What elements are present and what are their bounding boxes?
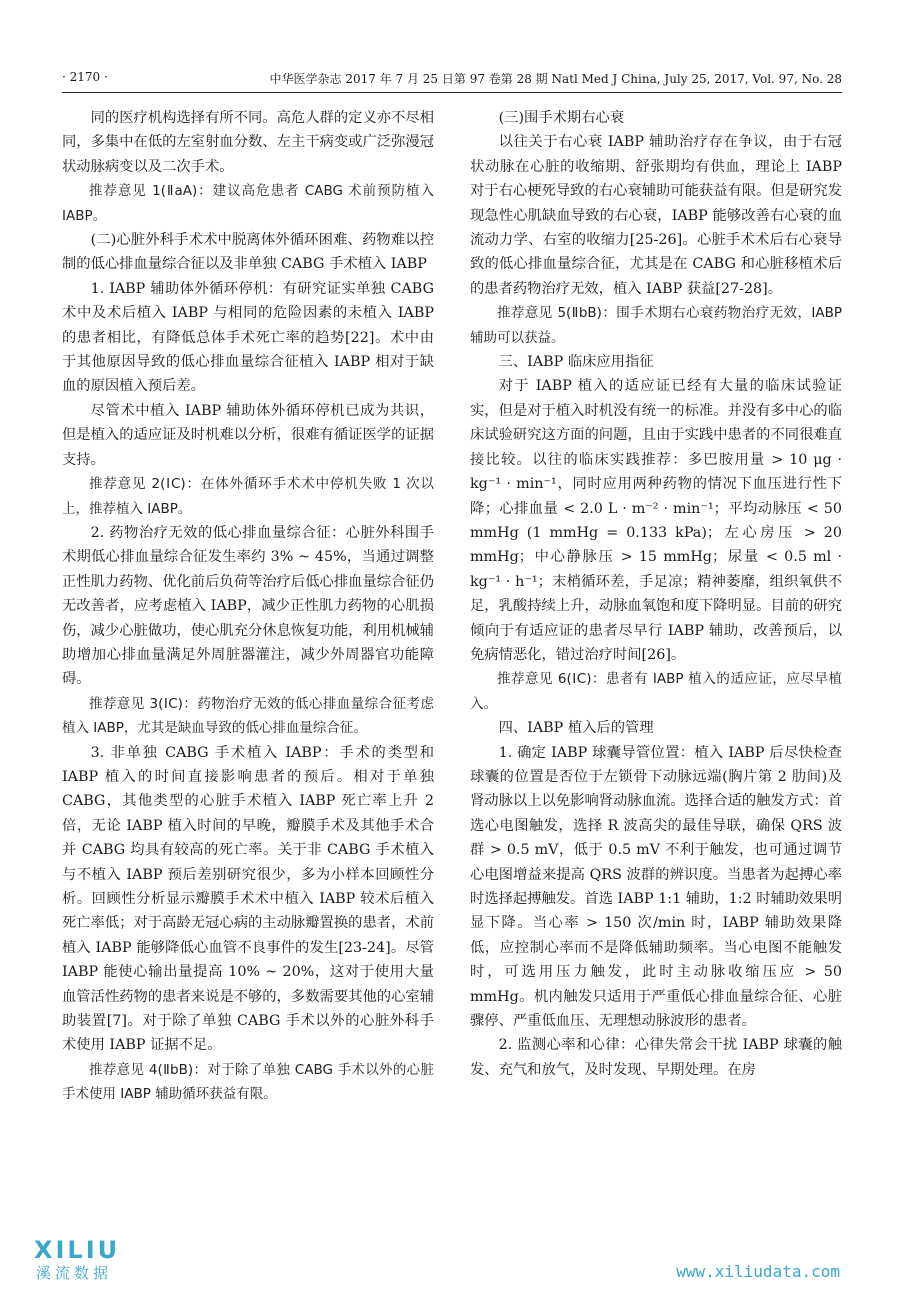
paragraph: 2. 监测心率和心律：心律失常会干扰 IABP 球囊的触发、充气和放气，及时发现、早期处理。在房: [470, 1037, 842, 1078]
right-column: [470, 106, 842, 1082]
section-heading: 四、IABP 植入后的管理: [498, 720, 654, 737]
section-heading: (三)围手术期右心衰: [498, 110, 625, 126]
paragraph: 2. 药物治疗无效的低心排血量综合征：心脏外科围手术期低心排血量综合征发生率约 3% ~ 45%，当通过调整正性肌力药物、优化前后负荷等治疗后低心排血量综合征仍无改善者，应考虑植入 IABP，减少正性肌力药物的心肌损伤，减少心脏做功，使心肌充分休息恢复功能，利用机械辅助增加心排血量满足外周脏器灌注，减少外周器官功能障碍。: [62, 524, 434, 688]
logo-chinese: 溪流数据: [36, 1264, 113, 1282]
paragraph: 1. 确定 IABP 球囊导管位置：植入 IABP 后尽快检查球囊的位置是否位于左锁骨下动脉远端(胸片第 2 肋间)及肾动脉以上以免影响肾动脉血流。选择合适的触发方式：首选心电图触发，选择 R 波高尖的最佳导联，确保 QRS 波群 > 0.5 mV，低于 0.5 mV 不利于触发，也可通过调节心电图增益来提高 QRS 波群的辨识度。当患者为起搏心率时选择起搏触发。首选 IABP 1:1 辅助，1:2 时辅助效果明显下降。当心率 > 150 次/min 时，IABP 辅助效果降低，应控制心率而不是降低辅助频率。当心电图不能触发时，可选用压力触发，此时主动脉收缩压应 > 50 mmHg。机内触发只适用于严重低心排血量综合征、心脏骤停、严重低血压、无理想动脉波形的患者。: [470, 744, 842, 1030]
logo-mark: XILIU: [34, 1236, 121, 1264]
recommendation: 推荐意见 4(ⅡbB)：对于除了单独 CABG 手术以外的心脏手术使用 IABP 辅助循环获益有限。: [62, 1061, 434, 1103]
recommendation: 推荐意见 3(ⅠC)：药物治疗无效的低心排血量综合征考虑植入 IABP，尤其是缺血导致的低心排血量综合征。: [62, 695, 434, 737]
recommendation: 推荐意见 6(ⅠC)：患者有 IABP 植入的适应证，应尽早植入。: [470, 671, 842, 712]
recommendation: 推荐意见 1(ⅡaA)：建议高危患者 CABG 术前预防植入 IABP。: [62, 183, 434, 224]
paragraph: 对于 IABP 植入的适应证已经有大量的临床试验证实，但是对于植入时机没有统一的标准。并没有多中心的临床试验研究这方面的问题，且由于实践中患者的不同很难直接比较。以往的临床实践推荐：多巴胺用量 > 10 μg · kg⁻¹ · min⁻¹，同时应用两种药物的情况下血压进行性下降；心排血量 < 2.0 L · m⁻² · min⁻¹；平均动脉压 < 50 mmHg (1 mmHg = 0.133 kPa)；左心房压 > 20 mmHg；中心静脉压 > 15 mmHg；尿量 < 0.5 ml · kg⁻¹ · h⁻¹；末梢循环差，手足凉；精神萎靡，组织氧供不足，乳酸持续上升，动脉血氧饱和度下降明显。目前的研究倾向于有适应证的患者尽早行 IABP 辅助，改善预后，以免病情恶化，错过治疗时间[26]。: [470, 378, 842, 663]
recommendation: 推荐意见 5(ⅡbB)：围手术期右心衰药物治疗无效，IABP 辅助可以获益。: [470, 305, 842, 346]
section-heading: 三、IABP 临床应用指征: [498, 354, 654, 371]
paragraph: 3. 非单独 CABG 手术植入 IABP：手术的类型和 IABP 植入的时间直接影响患者的预后。相对于单独 CABG，其他类型的心脏手术植入 IABP 死亡率上升 2 倍，无论 IABP 植入时间的早晚，瓣膜手术及其他手术合并 CABG 均具有较高的死亡率。关于非 CABG 手术植入与不植入 IABP 预后差别研究很少，多为小样本回顾性分析。回顾性分析显示瓣膜手术术中植入 IABP 较术后植入死亡率低；对于高龄无冠心病的主动脉瓣置换的患者，术前植入 IABP 能够降低心血管不良事件的发生[23-24]。尽管 IABP 能使心输出量提高 10% ~ 20%，这对于使用大量血管活性药物的患者来说是不够的，多数需要其他的心室辅助装置[7]。对于除了单独 CABG 手术以外的心脏外科手术使用 IABP 证据不足。: [62, 744, 434, 1054]
section-heading: (二)心脏外科手术术中脱离体外循环困难、药物难以控制的低心排血量综合征以及非单独 CABG 手术植入 IABP: [62, 232, 434, 273]
left-column: [62, 106, 434, 1107]
journal-citation: 中华医学杂志 2017 年 7 月 25 日第 97 卷第 28 期 Natl Med J China, July 25, 2017, Vol. 97, No. 28: [269, 72, 842, 86]
paragraph: 1. IABP 辅助体外循环停机：有研究证实单独 CABG 术中及术后植入 IABP 与相同的危险因素的未植入 IABP 的患者相比，有降低总体手术死亡率的趋势[22]。术中由于其他原因导致的低心排血量综合征植入 IABP 相对于缺血的原因植入预后差。: [62, 280, 434, 395]
recommendation: 推荐意见 2(ⅠC)：在体外循环手术术中停机失败 1 次以上，推荐植入 IABP。: [62, 476, 434, 517]
header-rule: [62, 92, 842, 93]
xiliu-logo: [34, 1236, 174, 1282]
paragraph: 尽管术中植入 IABP 辅助体外循环停机已成为共识，但是植入的适应证及时机难以分析，很难有循证医学的证据支持。: [62, 402, 434, 468]
paragraph: 同的医疗机构选择有所不同。高危人群的定义亦不尽相同，多集中在低的左室射血分数、左主干病变或广泛弥漫冠状动脉病变以及二次手术。: [62, 110, 434, 175]
paragraph: 以往关于右心衰 IABP 辅助治疗存在争议，由于右冠状动脉在心脏的收缩期、舒张期均有供血，理论上 IABP 对于右心梗死导致的右心衰辅助可能获益有限。但是研究发现急性心肌缺血导致的右心衰，IABP 能够改善右心衰的血流动力学、右室的收缩力[25-26]。心脏手术术后右心衰导致的低心排血量综合征，尤其是在 CABG 和心脏移植术后的患者药物治疗无效，植入 IABP 获益[27-28]。: [470, 134, 842, 297]
page-number: · 2170 ·: [62, 70, 108, 84]
running-header: [62, 66, 842, 90]
site-url: www.xiliudata.com: [676, 1262, 840, 1281]
